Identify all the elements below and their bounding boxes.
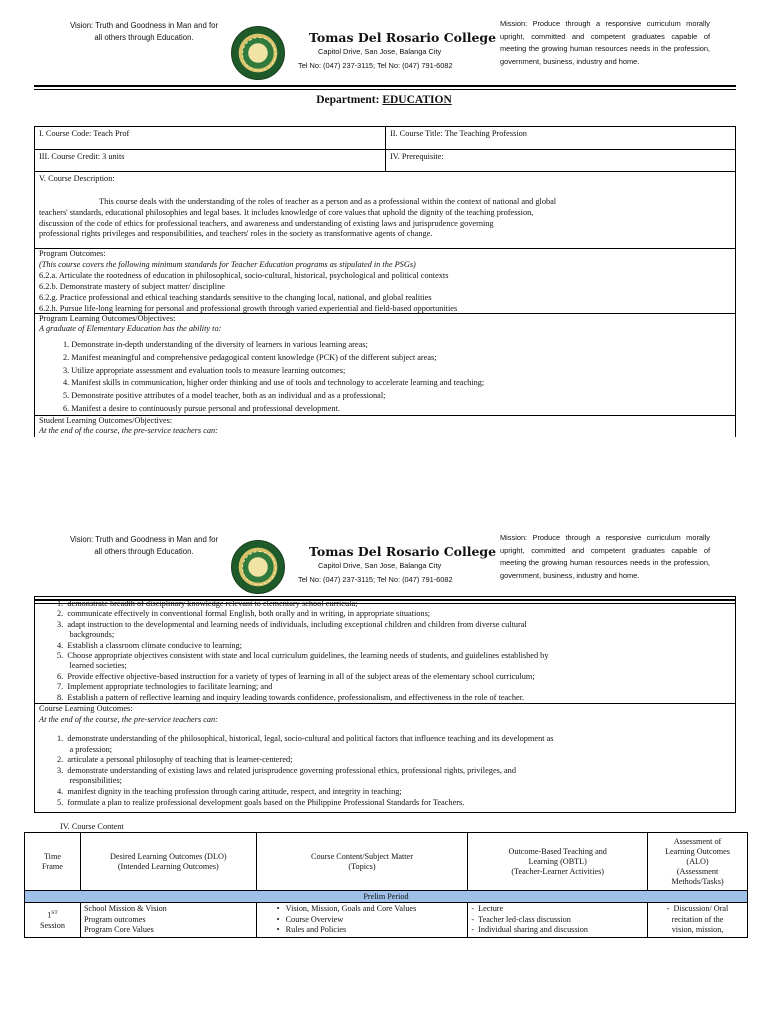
- slo-item: 3. adapt instruction to the developmental and learning needs of individuals, including exceptional children and children from diverse cultural: [57, 619, 527, 629]
- prelim-period-label: Prelim Period: [25, 891, 748, 903]
- clo-item: 1. demonstrate understanding of the philosophical, historical, legal, socio-cultural and political factors that influence teaching and its development as: [57, 734, 554, 743]
- course-title: II. Course Title: The Teaching Profession: [390, 129, 527, 138]
- plo-note: A graduate of Elementary Education has the ability to:: [39, 324, 222, 333]
- obtl-cell: - Lecture - Teacher led-class discussion - Individual sharing and discussion: [468, 903, 648, 938]
- mission-statement: Mission: Produce through a responsive curriculum morally upright, committed and competent graduates capable of meeting the growing human resources needs in the profession, government, business, industry and home.: [500, 19, 710, 66]
- learning-outcomes-section: [34, 596, 736, 813]
- slo-item: 6. Provide effective objective-based instruction for a variety of types of learning in all of the subject areas of the elementary school curriculum;: [57, 671, 535, 681]
- clo-item: 2. articulate a personal philosophy of teaching that is learner-centered;: [57, 755, 293, 765]
- plo-heading: Program Learning Outcomes/Objectives:: [39, 314, 176, 323]
- program-outcomes-note: (This course covers the following minimum standards for Teacher Education programs as stipulated in the PSGs): [39, 260, 416, 269]
- clo-item: responsibilities;: [57, 776, 122, 786]
- slo-item: 4. Establish a classroom climate conducive to learning;: [57, 640, 243, 650]
- college-name: Tomas Del Rosario College: [309, 30, 497, 45]
- alo-cell: - Discussion/ Oral recitation of the vision, mission,: [648, 903, 748, 938]
- program-outcome-item: 6.2.h. Pursue life-long learning for personal and professional growth through varied experiential and field-based opportunities: [39, 304, 458, 313]
- slo-item: 2. communicate effectively in conventional formal English, both orally and in writing, in appropriate situations;: [57, 609, 431, 619]
- slo-note: At the end of the course, the pre-service teachers can:: [39, 426, 218, 435]
- slo-list: [57, 599, 548, 703]
- plo-item: 6. Manifest a desire to continuously pursue personal and professional development.: [63, 403, 340, 413]
- program-outcome-item: 6.2.a. Articulate the rootedness of education in philosophical, socio-cultural, historical, psychological and political contexts: [39, 271, 449, 280]
- course-code: I. Course Code: Teach Prof: [39, 129, 130, 138]
- college-name: Tomas Del Rosario College: [309, 544, 497, 559]
- course-description-section: [34, 171, 736, 437]
- course-prerequisite: IV. Prerequisite:: [390, 152, 444, 161]
- syllabus-page-2: [0, 514, 768, 1024]
- college-telephone: Tel No: (047) 237-3115; Tel No: (047) 791-6082: [298, 61, 453, 70]
- prelim-period-row: [25, 891, 748, 903]
- plo-item: 3. Utilize appropriate assessment and evaluation tools to measure learning outcomes;: [63, 365, 346, 375]
- col-dlo: Desired Learning Outcomes (DLO) (Intended Learning Outcomes): [80, 833, 256, 891]
- college-address: Capitol Drive, San Jose, Balanga City: [318, 561, 442, 570]
- slo-item: learned societies;: [57, 661, 127, 671]
- col-time-frame: Time Frame: [25, 833, 81, 891]
- col-alo: Assessment of Learning Outcomes (ALO) (Assessment Methods/Tasks): [648, 833, 748, 891]
- description-heading: V. Course Description:: [39, 174, 115, 183]
- program-outcomes-heading: Program Outcomes:: [39, 249, 106, 258]
- clo-item: 3. demonstrate understanding of existing laws and related jurisprudence governing professional ethics, professional rights, privileges, and: [57, 765, 516, 775]
- course-credit: III. Course Credit: 3 units: [39, 152, 125, 161]
- table-row: [25, 903, 748, 938]
- clo-item: 4. manifest dignity in the teaching profession through caring attitude, respect, and integrity in teaching;: [57, 786, 402, 796]
- header-divider: [34, 85, 736, 90]
- col-obtl: Outcome-Based Teaching and Learning (OBTL) (Teacher-Learner Activities): [468, 833, 648, 891]
- session-cell: 1ST Session: [25, 903, 81, 938]
- slo-item: 5. Choose appropriate objectives consistent with state and local curriculum guidelines, the learning needs of students, and guidelines established by: [57, 651, 549, 661]
- college-address: Capitol Drive, San Jose, Balanga City: [318, 47, 442, 56]
- syllabus-page-1: [0, 0, 768, 470]
- course-info-table: [34, 126, 736, 172]
- course-content-heading: IV. Course Content: [60, 822, 124, 831]
- description-line: discussion of the code of ethics for professional teachers, and awareness and understanding of existing laws and jurisprudence governing: [39, 219, 494, 228]
- program-outcome-item: 6.2.b. Demonstrate mastery of subject matter/ discipline: [39, 282, 225, 291]
- description-line: This course deals with the understanding of the roles of teacher as a person and as a professional within the context of national and global: [99, 197, 557, 206]
- plo-item: 4. Manifest skills in communication, higher order thinking and use of tools and technology to accelerate learning and teaching;: [63, 378, 485, 388]
- clo-list: [57, 734, 554, 808]
- col-topics: Course Content/Subject Matter (Topics): [256, 833, 468, 891]
- plo-item: 5. Demonstrate positive attributes of a model teacher, both as an individual and as a professional;: [63, 391, 386, 401]
- slo-item: 1. demonstrate breadth of disciplinary knowledge relevant to elementary school curricula;: [57, 599, 358, 608]
- plo-item: 2. Manifest meaningful and comprehensive pedagogical content knowledge (PCK) of the different subject areas;: [63, 352, 437, 362]
- course-content-table: [24, 832, 748, 938]
- slo-item: backgrounds;: [57, 630, 115, 640]
- college-telephone: Tel No: (047) 237-3115; Tel No: (047) 791-6082: [298, 575, 453, 584]
- clo-note: At the end of the course, the pre-service teachers can:: [39, 715, 218, 724]
- plo-list: [63, 340, 484, 417]
- clo-item: 5. formulate a plan to realize professional development goals based on the Philippine Professional Standards for Teachers.: [57, 797, 465, 807]
- program-outcome-item: 6.2.g. Practice professional and ethical teaching standards sensitive to the changing local, national, and global realities: [39, 293, 432, 302]
- vision-statement: Vision: Truth and Goodness in Man and for all others through Education.: [69, 535, 219, 556]
- college-seal-logo: [231, 540, 285, 594]
- department-title: Department: EDUCATION: [316, 94, 452, 106]
- slo-heading: Student Learning Outcomes/Objectives:: [39, 416, 173, 425]
- description-line: professional rights privileges and responsibilities, and teachers' roles in the society as transformative agents of change.: [39, 229, 433, 238]
- plo-item: 1. Demonstrate in-depth understanding of the diversity of learners in various learning areas;: [63, 340, 368, 349]
- college-header: [0, 0, 768, 90]
- clo-item: a profession;: [57, 744, 113, 754]
- dlo-cell: School Mission & Vision Program outcomes Program Core Values: [80, 903, 256, 938]
- slo-item: 8. Establish a pattern of reflective learning and inquiry leading towards confidence, professionalism, and effectiveness in the role of teacher.: [57, 692, 525, 702]
- description-line: teachers' standards, educational philosophies and legal bases. It includes knowledge of core values that uphold the dignity of the teaching profession,: [39, 208, 534, 217]
- clo-heading: Course Learning Outcomes:: [39, 704, 133, 713]
- college-header: [0, 514, 768, 604]
- mission-statement: Mission: Produce through a responsive curriculum morally upright, committed and competent graduates capable of meeting the growing human resources needs in the profession, government, business, industry and home.: [500, 533, 710, 580]
- slo-item: 7. Implement appropriate technologies to facilitate learning; and: [57, 682, 273, 692]
- topics-cell: • Vision, Mission, Goals and Core Values • Course Overview • Rules and Policies: [256, 903, 468, 938]
- college-seal-logo: [231, 26, 285, 80]
- vision-statement: Vision: Truth and Goodness in Man and for all others through Education.: [69, 21, 219, 42]
